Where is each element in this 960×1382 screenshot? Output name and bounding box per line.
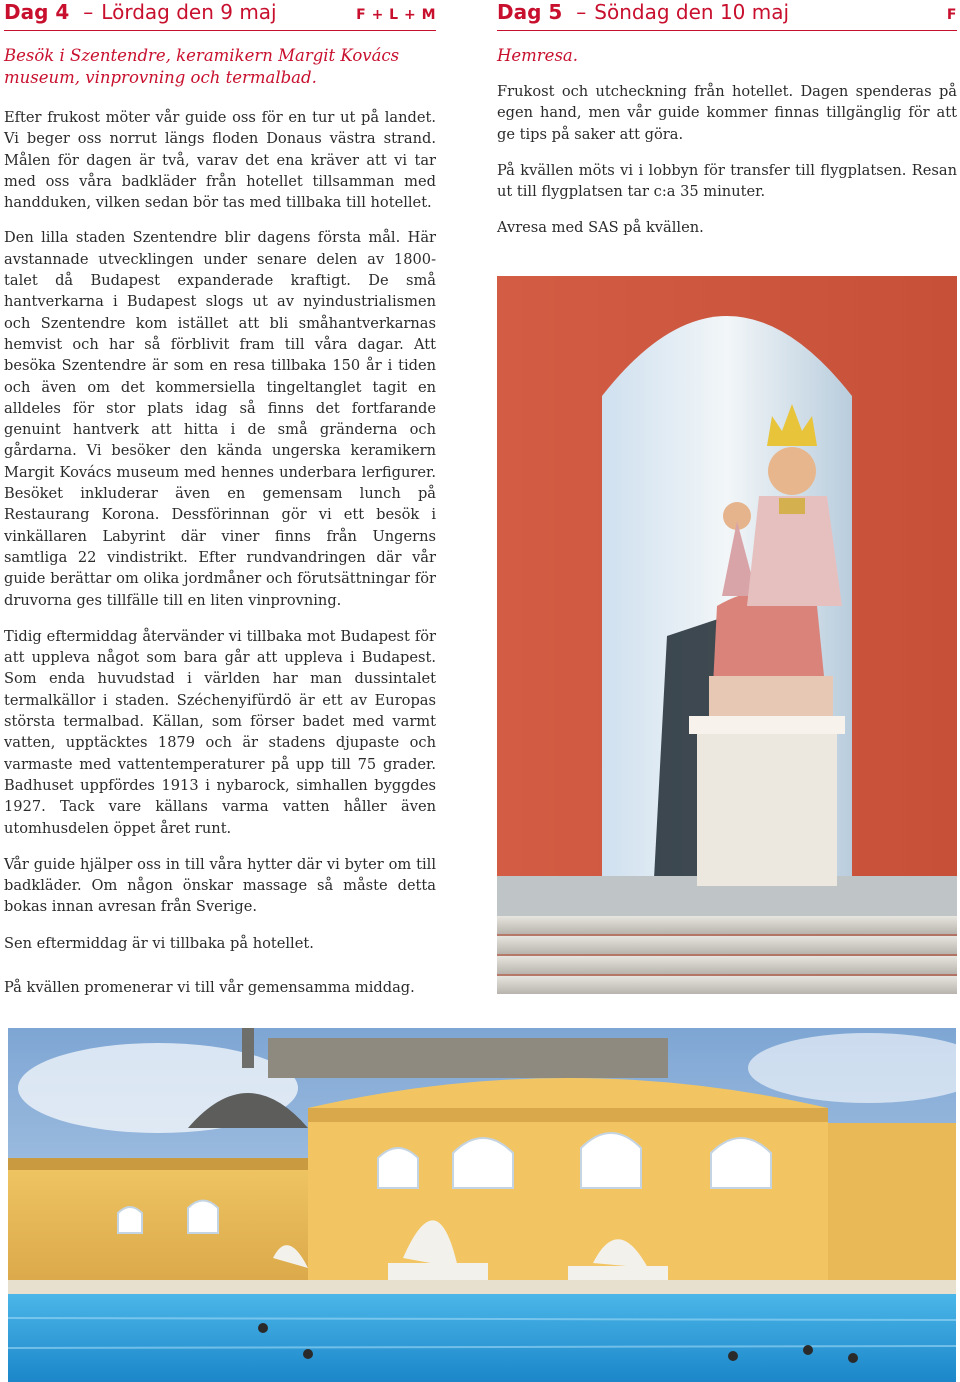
day5-label: Dag 5 xyxy=(497,0,563,24)
day5-paragraph-3: Avresa med SAS på kvällen. xyxy=(497,219,704,237)
day4-date xyxy=(83,0,276,24)
day5-section xyxy=(497,0,957,239)
madonna-statue-photo xyxy=(497,276,957,994)
day4-paragraph-3: Tidig eftermiddag återvänder vi tillbaka mot Budapest för att uppleva något som bara går att uppleva i Budapest. Som enda huvudstad i världen har man dussintalet termalkällor i staden. Széchenyifürdö är ett av Europas största termalbad. Källan, som förser badet med varmt vatten, upptäcktes 1879 och är stadens djupaste och varmaste med vattentemperaturer på upp till 75 grader. Badhuset uppfördes 1913 i nybarock, simhallen byggdes 1927. Tack vare källans varma vatten håller även utomhusdelen öppet året runt. xyxy=(4,627,436,837)
day4-header xyxy=(4,0,436,31)
day4-label: Dag 4 xyxy=(4,0,70,24)
day4-section xyxy=(4,0,436,998)
day4-paragraph-2: Den lilla staden Szentendre blir dagens första mål. Här avstannade utvecklingen under senare delen av 1800-talet då Budapest expanderade kraftigt. De små hantverkarna i Budapest slogs ut av nyindustrialismen och Szentendre kom istället att bli småhantverkarnas hemvist och har så förblivit fram till våra dagar. Att besöka Szentendre är som en resa tillbaka 150 år i tiden och även om det kommersiella tingeltanglet tagit en alldeles för stor plats idag så finns det fortfarande genuint hantverk att hitta i de små gränderna och gårdarna. Vi besöker den kända ungerska keramikern Margit Kovács museum med hennes underbara lerfigurer. Besöket inkluderar även en gemensam lunch på Restaurang Korona. Dessförinnan gör vi ett besök i vinkällaren Labyrint där viner finns från Ungerns samtliga 22 vindistrikt. Efter rundvandringen där vår guide berättar om olika jordmåner och förutsättningar för druvorna ges tillfälle till en liten vinprovning. xyxy=(4,229,436,609)
day4-intro: Besök i Szentendre, keramikern Margit Kovács museum, vinprovning och termalbad. xyxy=(4,46,400,87)
day5-intro: Hemresa. xyxy=(497,46,579,65)
day4-paragraph-1: Efter frukost möter vår guide oss för en tur ut på landet. Vi beger oss norrut längs floden Donaus västra strand. Målen för dagen är två, varav det ena kräver att vi tar med oss våra badkläder från hotellet tillsamman med handduken, vilken sedan bör tas med tillbaka till hotellet. xyxy=(4,109,436,212)
day4-meals: F + L + M xyxy=(356,7,436,23)
day5-paragraph-2: På kvällen möts vi i lobbyn för transfer till flygplatsen. Resan ut till flygplatsen tar c:a 35 minuter. xyxy=(497,161,957,201)
szechenyi-bath-photo xyxy=(8,1028,956,1382)
day5-paragraph-1: Frukost och utcheckning från hotellet. Dagen spenderas på egen hand, men vår guide kommer finnas tillgänglig för att ge tips på saker att göra. xyxy=(497,83,957,143)
day5-date xyxy=(576,0,789,24)
day4-paragraph-5: Sen eftermiddag är vi tillbaka på hotellet. xyxy=(4,934,314,952)
day4-paragraph-4: Vår guide hjälper oss in till våra hytter där vi byter om till badkläder. Om någon önskar massage så måste detta bokas innan avresan från Sverige. xyxy=(4,855,436,916)
dash-separator: – xyxy=(83,0,94,24)
dash-separator: – xyxy=(576,0,587,24)
day5-meals: F xyxy=(946,7,957,23)
day4-paragraph-6: På kvällen promenerar vi till vår gemensamma middag. xyxy=(4,978,415,996)
day5-date-text: Söndag den 10 maj xyxy=(594,0,790,24)
day4-date-text: Lördag den 9 maj xyxy=(101,0,277,24)
day5-header xyxy=(497,0,957,31)
